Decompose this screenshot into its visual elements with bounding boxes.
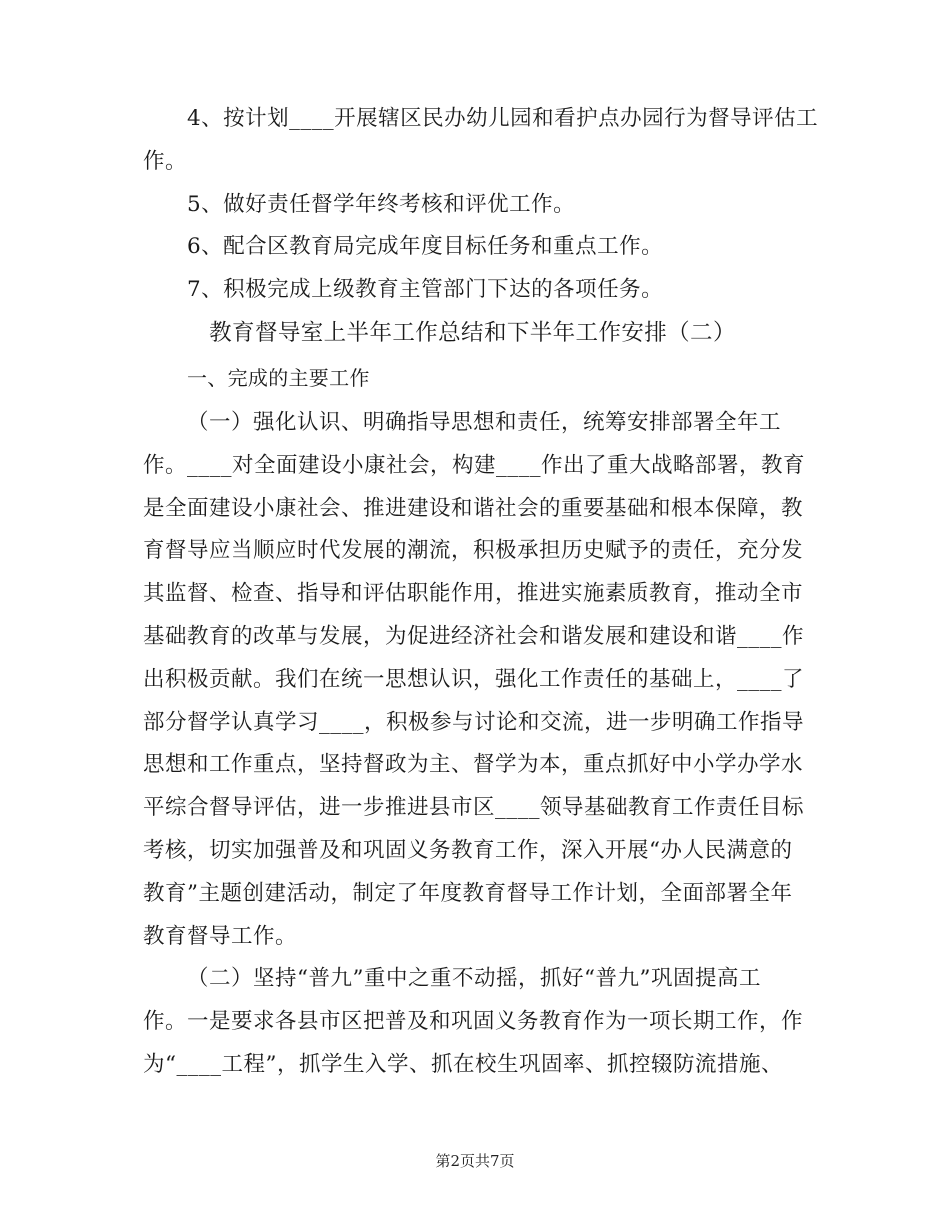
- paragraph-1: [143, 402, 808, 958]
- paragraph-line: （二）坚持“普九”重中之重不动摇，抓好“普九”巩固提高工: [187, 966, 761, 992]
- paragraph-line: 思想和工作重点，坚持督政为主、督学为本，重点抓好中小学办学水: [143, 752, 804, 778]
- list-item: [143, 184, 808, 227]
- paragraph-line: 教育督导工作。: [143, 923, 298, 949]
- list-item-line: 5、做好责任督学年终考核和评优工作。: [187, 191, 576, 217]
- section-heading: 一、完成的主要工作: [187, 365, 370, 390]
- paragraph-line: （一）强化认识、明确指导思想和责任，统筹安排部署全年工: [187, 409, 782, 435]
- list-item-line: 4、按计划____开展辖区民办幼儿园和看护点办园行为督导评估工: [187, 106, 819, 131]
- list-item: [143, 98, 819, 184]
- list-item: [143, 269, 808, 312]
- paragraph-line: 基础教育的改革与发展，为促进经济社会和谐发展和建设和谐____作: [143, 623, 805, 649]
- paragraph-line: 育督导应当顺应时代发展的潮流，积极承担历史赋予的责任，充分发: [143, 538, 804, 564]
- page-number: 第2页共7页: [435, 1152, 515, 1170]
- paragraph-line: 教育”主题创建活动，制定了年度教育督导工作计划，全面部署全年: [143, 880, 793, 906]
- document-title: 教育督导室上半年工作总结和下半年工作安排（二）: [209, 319, 736, 346]
- paragraph-line: 作。一是要求各县市区把普及和巩固义务教育作为一项长期工作，作: [143, 1009, 804, 1035]
- list-item: [143, 226, 808, 269]
- paragraph-line: 其监督、检查、指导和评估职能作用，推进实施素质教育，推动全市: [143, 581, 804, 607]
- document-body: [143, 98, 819, 1087]
- list-item-line: 7、积极完成上级教育主管部门下达的各项任务。: [187, 277, 664, 303]
- paragraph-line: 为“____工程”，抓学生入学、抓在校生巩固率、抓控辍防流措施、: [143, 1051, 783, 1077]
- paragraph-line: 作。____对全面建设小康社会，构建____作出了重大战略部署，教育: [143, 452, 806, 478]
- list-item-line: 作。: [143, 148, 188, 174]
- paragraph-line: 出积极贡献。我们在统一思想认识，强化工作责任的基础上，____了: [143, 666, 805, 692]
- paragraph-line: 平综合督导评估，进一步推进县市区____领导基础教育工作责任目标: [143, 795, 805, 821]
- paragraph-line: 考核，切实加强普及和巩固义务教育工作，深入开展“办人民满意的: [143, 837, 793, 863]
- list-item-line: 6、配合区教育局完成年度目标任务和重点工作。: [187, 234, 664, 260]
- paragraph-2: [143, 958, 808, 1086]
- paragraph-line: 是全面建设小康社会、推进建设和谐社会的重要基础和根本保障，教: [143, 495, 804, 521]
- paragraph-line: 部分督学认真学习____，积极参与讨论和交流，进一步明确工作指导: [143, 709, 805, 735]
